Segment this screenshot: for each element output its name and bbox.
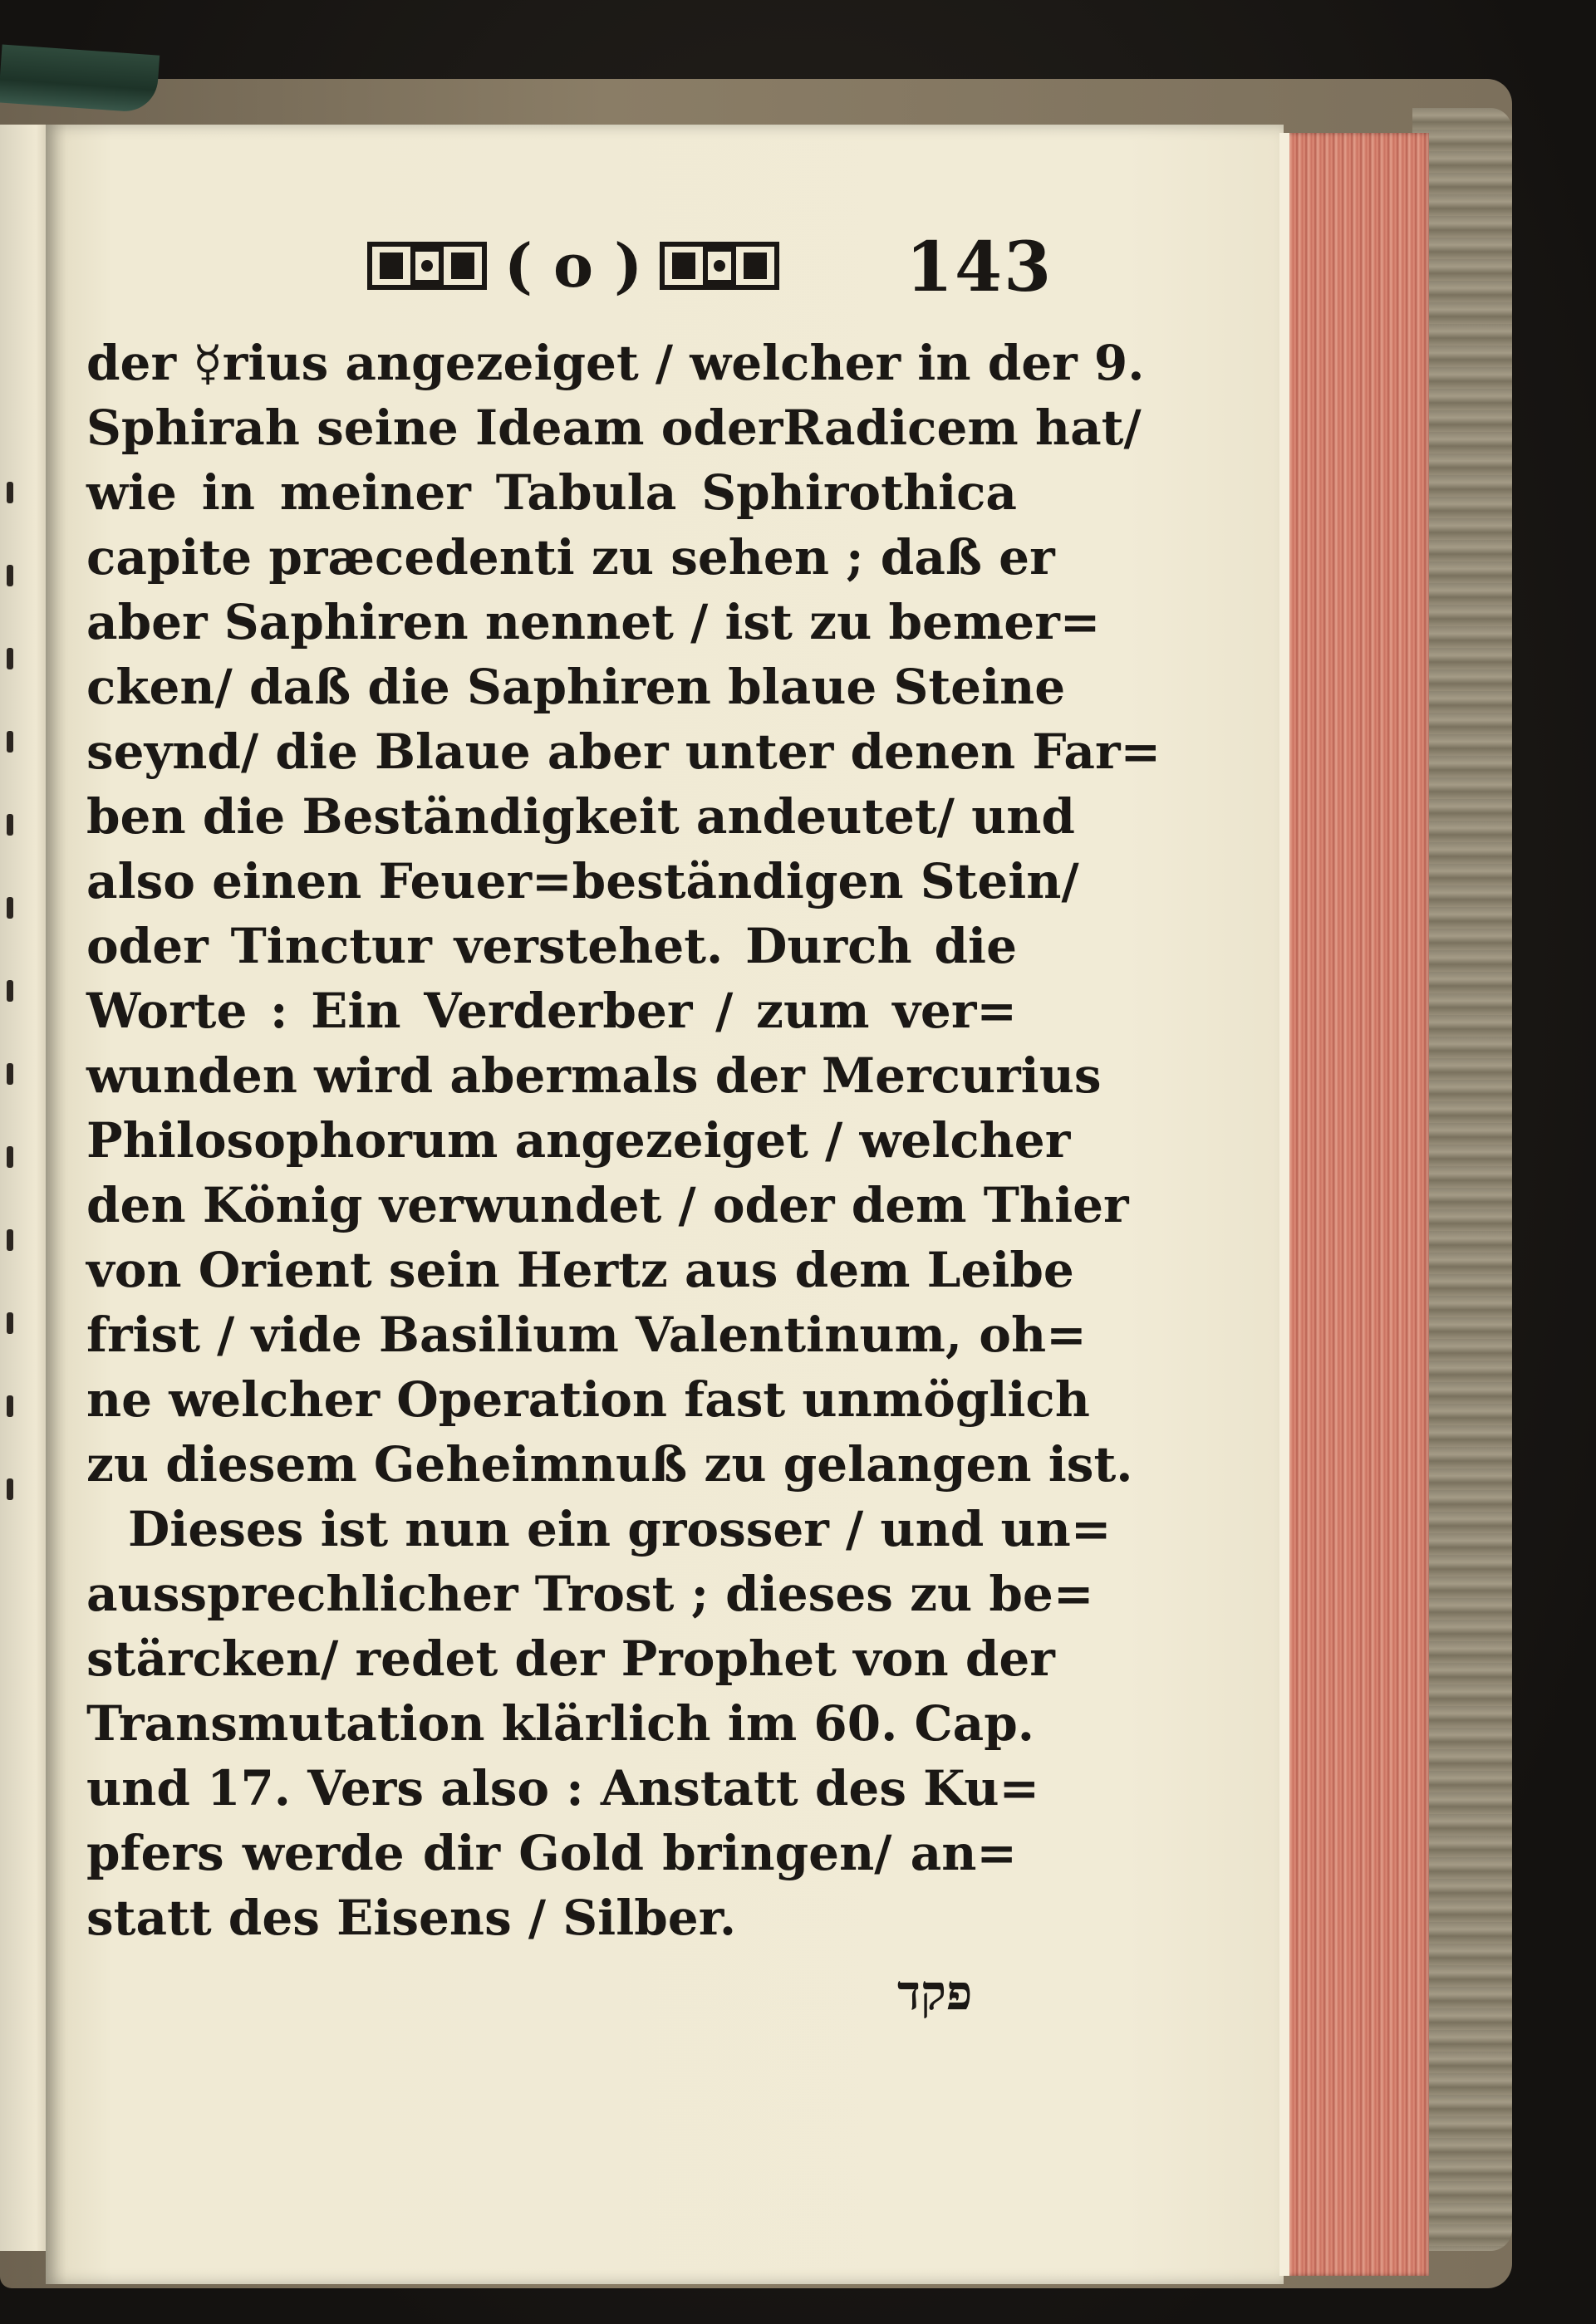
text-line: ne welcher Operation fast unmöglich xyxy=(86,1371,1090,1428)
page-block-edges xyxy=(1284,133,1429,2276)
text-line: oder Tinctur verstehet. Durch die xyxy=(86,918,1017,974)
text-line: Transmutation klärlich im 60. Cap. xyxy=(86,1695,1034,1752)
header-ornament xyxy=(332,226,814,306)
text-line: stärcken/ redet der Prophet von der xyxy=(86,1630,1055,1687)
text-line: aber Saphiren nennet / ist zu bemer= xyxy=(86,594,1101,650)
ornament-left-icon xyxy=(365,236,489,296)
page-number: 143 xyxy=(906,228,1053,307)
body-text xyxy=(86,328,1161,1989)
ornament-center: ( o ) xyxy=(503,230,643,301)
ornament-right-icon xyxy=(657,236,782,296)
text-line: Philosophorum angezeiget / welcher xyxy=(86,1112,1071,1169)
text-line: frist / vide Basilium Valentinum, oh= xyxy=(86,1307,1087,1363)
text-line: wie in meiner Tabula Sphirothica xyxy=(86,464,1017,521)
text-line: wunden wird abermals der Mercurius xyxy=(86,1047,1102,1104)
text-line: ben die Beständigkeit andeutet/ und xyxy=(86,788,1075,845)
text-line: von Orient sein Hertz aus dem Leibe xyxy=(86,1242,1074,1298)
text-line: pfers werde dir Gold bringen/ an= xyxy=(86,1825,1017,1881)
text-line: der ☿rius angezeiget / welcher in der 9. xyxy=(86,335,1145,391)
ribbon-bookmark xyxy=(0,44,160,113)
text-line: aussprechlicher Trost ; dieses zu be= xyxy=(86,1566,1094,1622)
text-line: Worte : Ein Verderber / zum ver= xyxy=(86,983,1017,1039)
text-line: cken/ daß die Saphiren blaue Steine xyxy=(86,659,1066,715)
text-line: den König verwundet / oder dem Thier xyxy=(86,1177,1129,1233)
catchword: פקד xyxy=(897,1964,973,2021)
facing-page-edge xyxy=(0,125,52,2251)
text-line: seynd/ die Blaue aber unter denen Far= xyxy=(86,723,1161,780)
text-line: und 17. Vers also : Anstatt des Ku= xyxy=(86,1760,1040,1817)
running-header xyxy=(299,223,1053,314)
facing-page-ink-marks xyxy=(3,482,20,1562)
text-line: Sphirah seine Ideam oderRadicem hat/ xyxy=(86,400,1142,456)
page-edge-margin xyxy=(1279,133,1289,2276)
text-line: zu diesem Geheimnuß zu gelangen ist. xyxy=(86,1436,1133,1493)
text-line: statt des Eisens / Silber. xyxy=(86,1890,737,1946)
text-line: also einen Feuer=beständigen Stein/ xyxy=(86,853,1079,909)
text-line: Dieses ist nun ein grosser / und un= xyxy=(128,1501,1112,1557)
text-line: capite præcedenti zu sehen ; daß er xyxy=(86,529,1055,586)
